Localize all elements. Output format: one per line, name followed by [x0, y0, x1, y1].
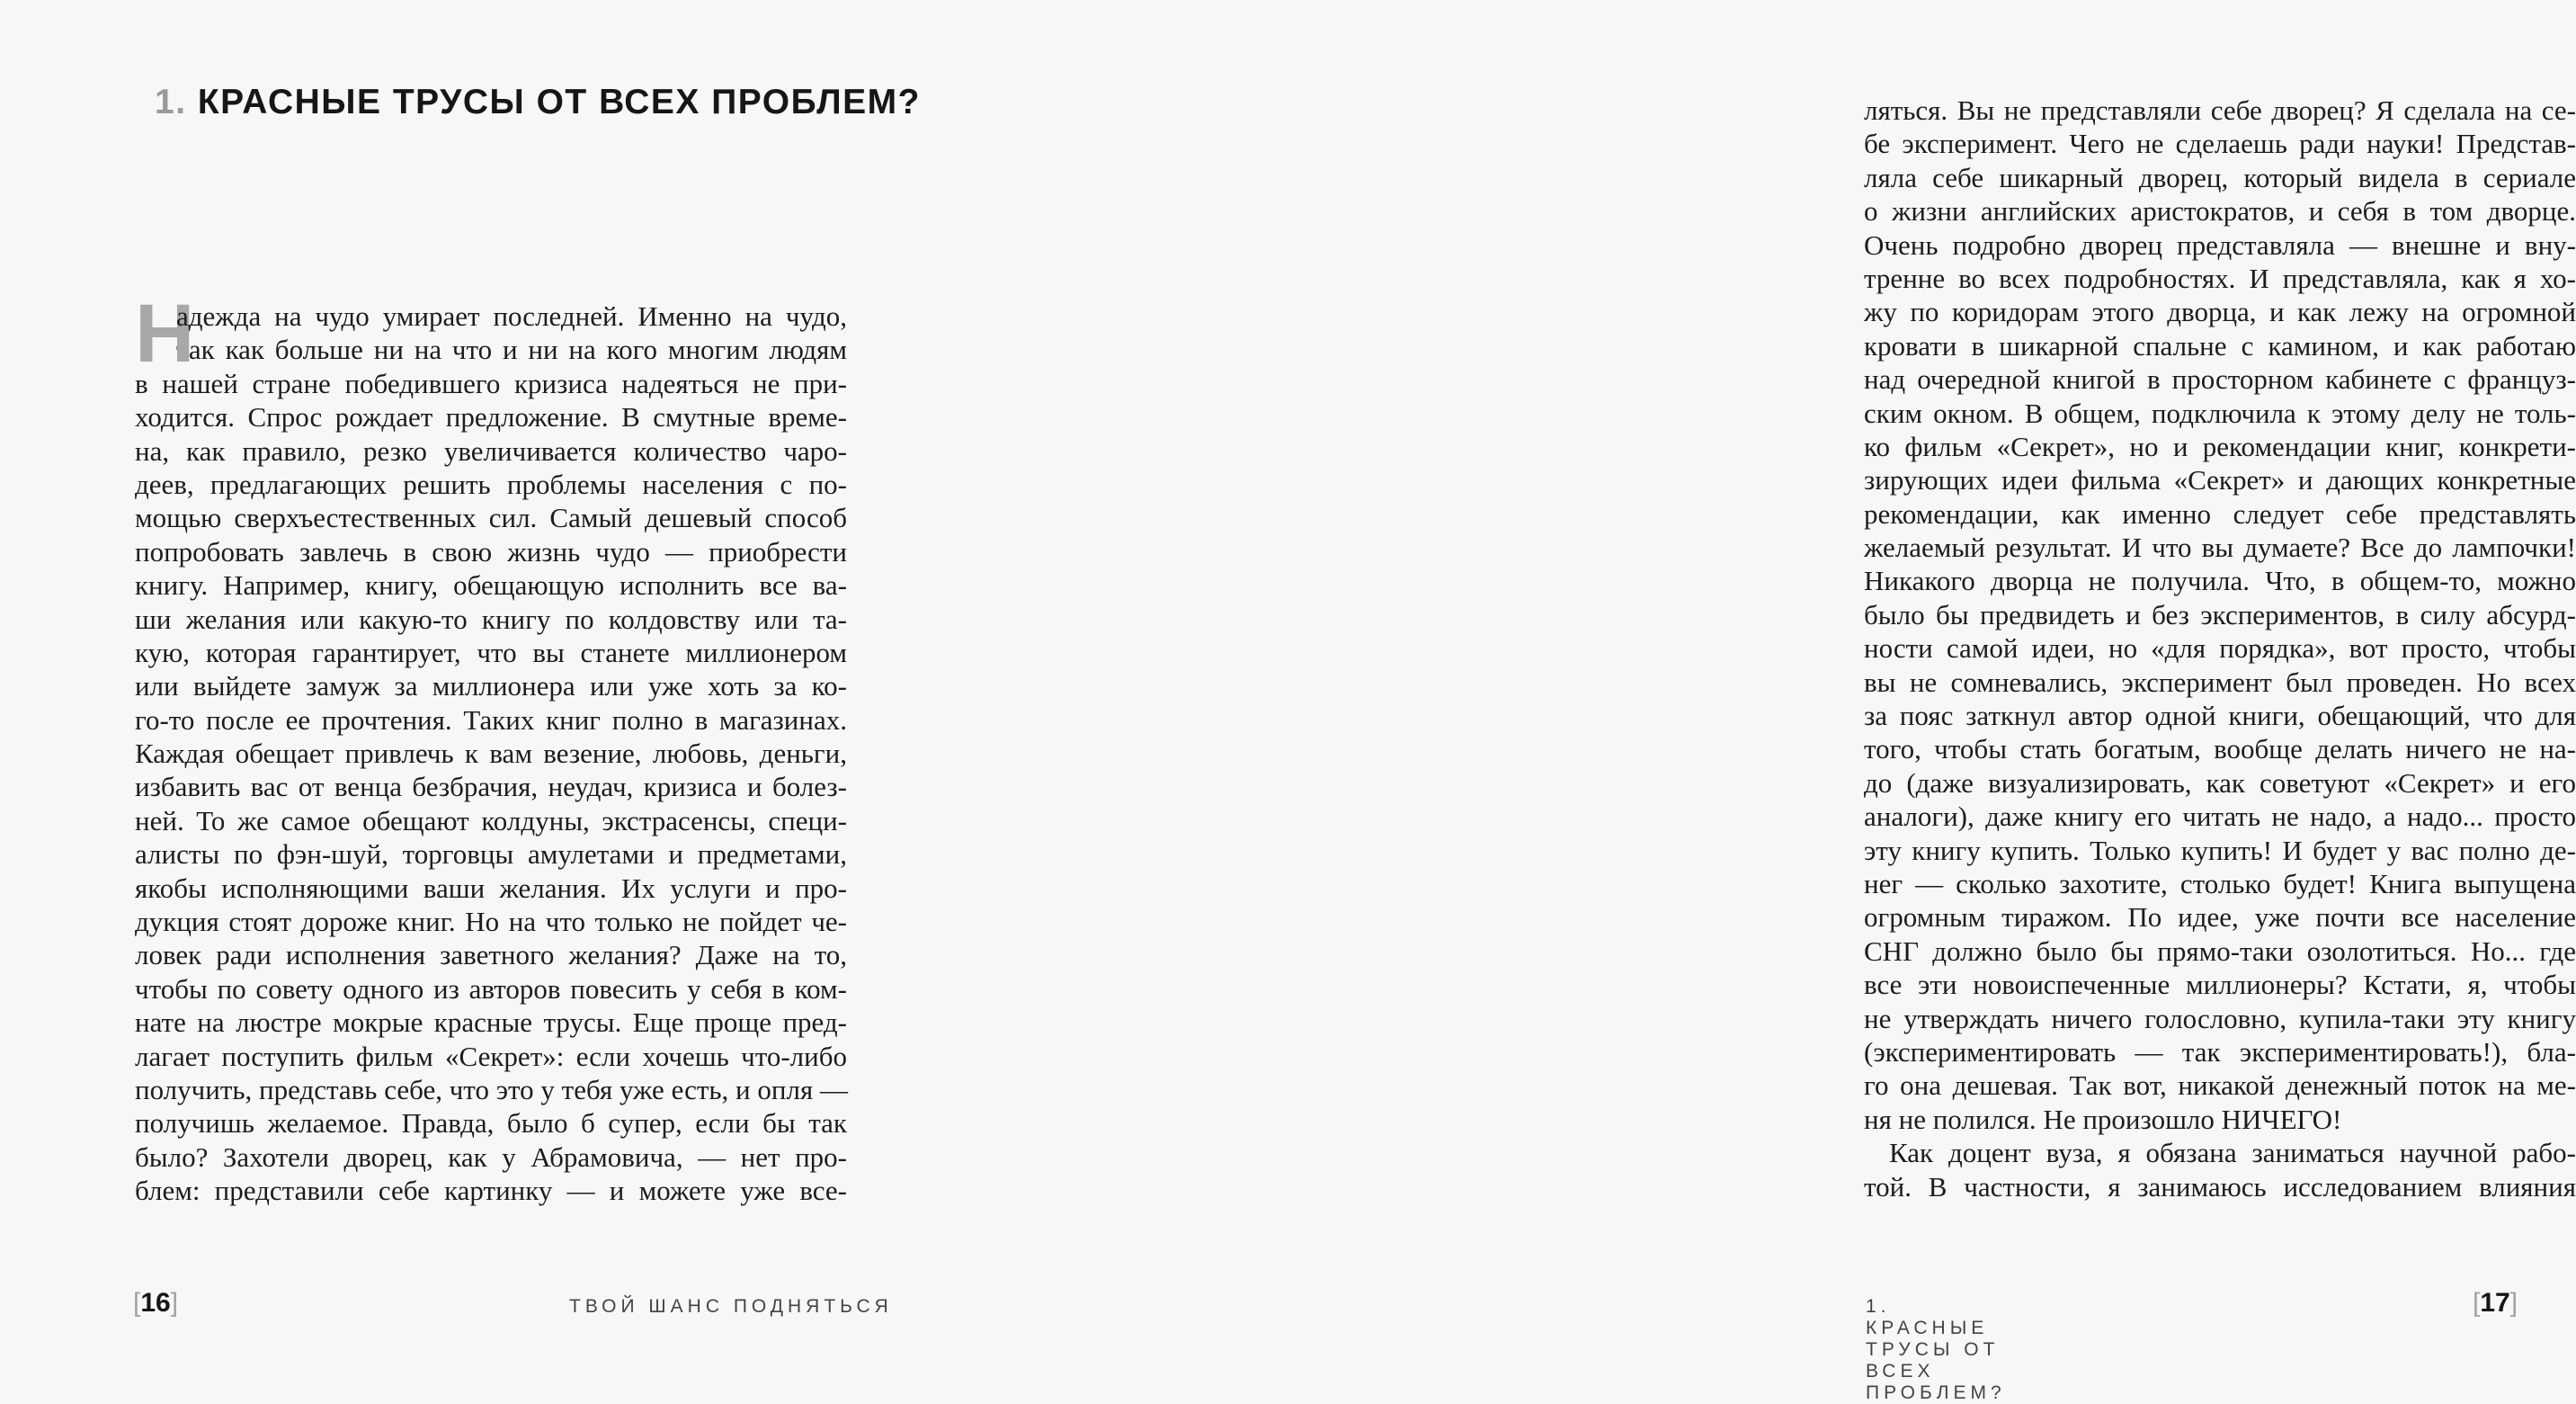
- text-line: или выйдете замуж за миллионера или уже хоть за ко-: [135, 670, 847, 702]
- text-line: получить, представь себе, что это у тебя уже есть, и опля —: [135, 1073, 848, 1105]
- text-line: деев, предлагающих решить проблемы населения с по-: [135, 468, 847, 500]
- page-number-right: 17: [2480, 1288, 2510, 1318]
- text-line: книгу. Например, книгу, обещающую исполнить все ва-: [135, 569, 847, 602]
- text-line: кую, которая гарантирует, что вы станете миллионером: [135, 636, 847, 668]
- text-line: нег — сколько захотите, столько будет! Книга выпущена: [1864, 867, 2576, 899]
- text-line: было? Захотели дворец, как у Абрамовича, — нет про-: [135, 1140, 847, 1173]
- text-line: все эти новоиспеченные миллионеры? Кстати, я, чтобы: [1864, 969, 2576, 1001]
- text-line: избавить вас от венца безбрачия, неудач, кризиса и болез-: [135, 771, 847, 803]
- text-line: до (даже визуализировать, как советуют «Секрет» и его: [1864, 766, 2576, 799]
- text-line: зирующих идеи фильма «Секрет» и дающих конкретные: [1864, 464, 2576, 496]
- text-line: Как доцент вуза, я обязана заниматься научной рабо-: [1889, 1137, 2576, 1169]
- text-line: в нашей стране победившего кризиса надеяться не при-: [135, 367, 847, 399]
- text-line: го она дешевая. Так вот, никакой денежный поток на ме-: [1864, 1069, 2576, 1102]
- text-line: ши желания или какую-то книгу по колдовству или та-: [135, 603, 847, 635]
- text-line: ней. То же самое обещают колдуны, экстрасенсы, специ-: [135, 804, 847, 836]
- text-line: ляла себе шикарный дворец, который видела в сериале: [1864, 161, 2576, 193]
- text-line: не утверждать ничего голословно, купила-таки эту книгу: [1864, 1002, 2576, 1034]
- text-line: ским окном. В общем, подключила к этому делу не толь-: [1864, 397, 2576, 429]
- text-line: алисты по фэн-шуй, торговцы амулетами и предметами,: [135, 838, 847, 871]
- text-line: получишь желаемое. Правда, было б супер, если бы так: [135, 1107, 847, 1140]
- text-line: той. В частности, я занимаюсь исследованием влияния: [1864, 1170, 2576, 1203]
- text-line: ловек ради исполнения заветного желания? Даже на то,: [135, 939, 847, 971]
- text-line: жу по коридорам этого дворца, и как лежу на огромной: [1864, 296, 2576, 328]
- text-line: желаемый результат. И что вы думаете? Все до лампочки!: [1864, 532, 2576, 564]
- text-line: эту книгу купить. Только купить! И будет у вас полно де-: [1864, 834, 2576, 866]
- text-line: огромным тиражом. По идее, уже почти все население: [1864, 901, 2576, 934]
- text-line: ко фильм «Секрет», но и рекомендации книг, конкрети-: [1864, 430, 2576, 462]
- left-body-text: [135, 288, 848, 1208]
- text-line: за пояс заткнул автор одной книги, обещающий, что для: [1864, 700, 2576, 732]
- right-running-head: 1. КРАСНЫЕ ТРУСЫ ОТ ВСЕХ ПРОБЛЕМ?: [1866, 1296, 2006, 1403]
- text-line: СНГ должно было бы прямо-таки озолотиться. Но... где: [1864, 935, 2576, 967]
- left-running-head: ТВОЙ ШАНС ПОДНЯТЬСЯ: [569, 1296, 893, 1317]
- text-line: ности самой идеи, но «для порядка», вот просто, чтобы: [1864, 632, 2576, 665]
- text-line: аналоги), даже книгу его читать не надо, а надо... просто: [1864, 800, 2576, 833]
- text-line: якобы исполняющими ваши желания. Их услуги и про-: [135, 872, 847, 904]
- text-line: кровати в шикарной спальне с камином, и как работаю: [1864, 329, 2576, 362]
- text-line: рекомендации, как именно следует себе представлять: [1864, 497, 2576, 530]
- text-line: мощью сверхъестественных сил. Самый дешевый способ: [135, 502, 847, 534]
- text-line: лагает поступить фильм «Секрет»: если хочешь что-либо: [135, 1040, 847, 1072]
- text-line: того, чтобы стать богатым, вообще делать ничего не на-: [1864, 733, 2576, 765]
- text-line: блем: представили себе картинку — и можете уже все-: [135, 1175, 847, 1207]
- text-line: го-то после ее прочтения. Таких книг полно в магазинах.: [135, 703, 847, 736]
- text-line: Очень подробно дворец представляла — внешне и вну-: [1864, 228, 2576, 261]
- text-line: адежда на чудо умирает последней. Именно на чудо,: [176, 300, 847, 332]
- chapter-number: 1.: [155, 83, 187, 121]
- text-line: чтобы по совету одного из авторов повесить у себя в ком-: [135, 972, 847, 1005]
- chapter-title: КРАСНЫЕ ТРУСЫ ОТ ВСЕХ ПРОБЛЕМ?: [197, 83, 921, 121]
- text-line: дукция стоят дороже книг. Но на что только не пойдет че-: [135, 906, 847, 938]
- text-line: вы не сомневались, эксперимент был проведен. Но всех: [1864, 666, 2576, 698]
- text-line: попробовать завлечь в свою жизнь чудо — приобрести: [135, 535, 847, 568]
- text-line: над очередной книгой в просторном кабинете с француз-: [1864, 363, 2576, 396]
- text-line: о жизни английских аристократов, и себя в том дворце.: [1864, 195, 2576, 228]
- left-folio: [16]: [133, 1288, 179, 1318]
- text-line: ходится. Спрос рождает предложение. В смутные време-: [135, 401, 847, 434]
- text-line: ня не полился. Не произошло НИЧЕГО!: [1864, 1103, 2342, 1135]
- text-line: тренне во всех подробностях. И представляла, как я хо-: [1864, 262, 2576, 294]
- text-line: было бы предвидеть и без экспериментов, в силу абсурд-: [1864, 598, 2576, 630]
- right-folio: [17]: [2473, 1288, 2518, 1318]
- text-line: Каждая обещает привлечь к вам везение, любовь, деньги,: [135, 738, 847, 770]
- left-page: [0, 0, 921, 1355]
- right-body-text: [1864, 94, 2576, 1203]
- text-line: (экспериментировать — так экспериментировать!), бла-: [1864, 1035, 2576, 1068]
- text-line: на, как правило, резко увеличивается количество чаро-: [135, 434, 847, 467]
- text-line: так как больше ни на что и ни на кого многим людям: [176, 334, 847, 366]
- text-line: Никакого дворца не получила. Что, в общем-то, можно: [1864, 565, 2576, 597]
- text-line: нате на люстре мокрые красные трусы. Еще проще пред-: [135, 1006, 847, 1039]
- text-line: бе эксперимент. Чего не сделаешь ради науки! Представ-: [1864, 128, 2576, 160]
- page-number-left: 16: [140, 1288, 171, 1318]
- right-page: [899, 0, 2576, 1403]
- drop-cap: Н: [135, 288, 195, 380]
- text-line: ляться. Вы не представляли себе дворец? Я сделала на се-: [1864, 94, 2576, 126]
- chapter-heading: [155, 83, 921, 122]
